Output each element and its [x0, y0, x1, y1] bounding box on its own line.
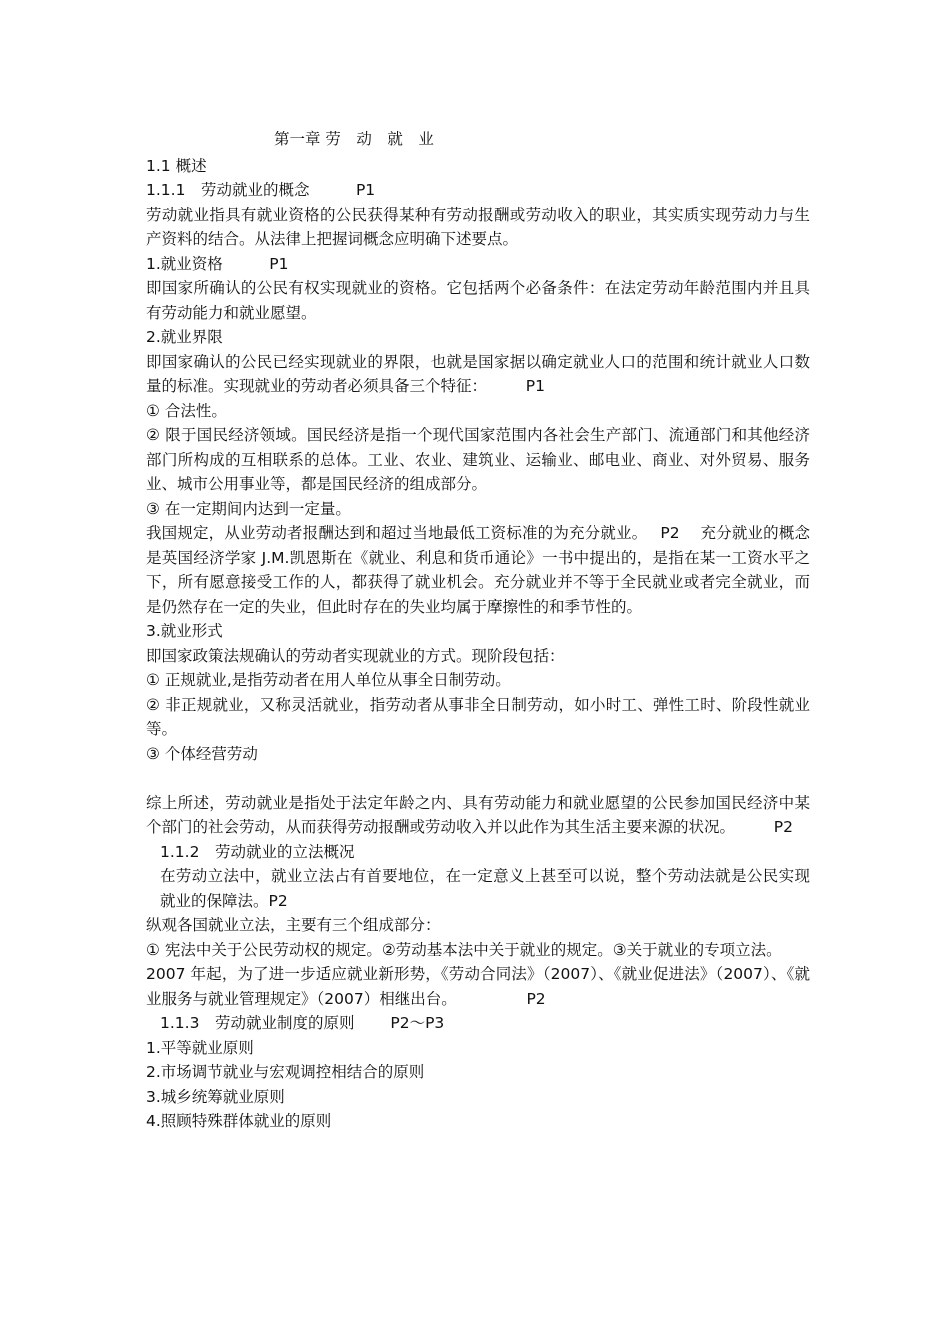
paragraph-boundary: 即国家确认的公民已经实现就业的界限，也就是国家据以确定就业人口的范围和统计就业人口数量的标准。实现就业的劳动者必须具备三个特征： P1 — [146, 352, 810, 395]
section-heading-1-1-3: 1.1.3 劳动就业制度的原则 P2～P3 — [160, 1014, 445, 1032]
paragraph-definition: 劳动就业指具有就业资格的公民获得某种有劳动报酬或劳动收入的职业，其实质实现劳动力与生产资料的结合。从法律上把握词概念应明确下述要点。 — [146, 205, 810, 248]
paragraph-summary: 综上所述，劳动就业是指处于法定年龄之内、具有劳动能力和就业愿望的公民参加国民经济中某个部门的社会劳动，从而获得劳动报酬或劳动收入并以此作为其生活主要来源的状况。 P2 — [146, 793, 810, 836]
blank-line — [146, 766, 810, 791]
paragraph-legislation-parts: ① 宪法中关于公民劳动权的规定。②劳动基本法中关于就业的规定。③关于就业的专项立法。 — [146, 940, 782, 959]
heading-employment-qualification: 1.就业资格 P1 — [146, 254, 289, 273]
paragraph-legislation-overview: 纵观各国就业立法，主要有三个组成部分： — [146, 916, 441, 934]
heading-employment-boundary: 2.就业界限 — [146, 328, 223, 346]
paragraph-full-employment: 我国规定，从业劳动者报酬达到和超过当地最低工资标准的为充分就业。 P2 充分就业的概念是英国经济学家 J.M.凯恩斯在《就业、利息和货币通论》一书中提出的，是指在某一工资水平之下，所有愿意接受工作的人，都获得了就业机会。充分就业并不等于全民就业或者完全就业，而是仍然存在一定的失业，但此时存在的失业均属于摩擦性的和季节性的。 — [146, 524, 810, 616]
principle-equal-employment: 1.平等就业原则 — [146, 1038, 254, 1057]
paragraph-forms: 即国家政策法规确认的劳动者实现就业的方式。现阶段包括： — [146, 646, 565, 665]
section-heading-1-1: 1.1 概述 — [146, 156, 207, 175]
principle-urban-rural: 3.城乡统筹就业原则 — [146, 1087, 285, 1106]
heading-employment-forms: 3.就业形式 — [146, 622, 223, 640]
chapter-title: 第一章 劳 动 就 业 — [274, 130, 434, 148]
list-item-self-employment: ③ 个体经营劳动 — [146, 744, 258, 763]
section-heading-1-1-1: 1.1.1 劳动就业的概念 P1 — [146, 181, 376, 199]
list-item-quantity: ③ 在一定期间内达到一定量。 — [146, 499, 351, 518]
list-item-legality: ① 合法性。 — [146, 401, 227, 420]
principle-market-macro: 2.市场调节就业与宏观调控相结合的原则 — [146, 1063, 425, 1081]
paragraph-2007-laws: 2007 年起，为了进一步适应就业新形势，《劳动合同法》（2007）、《就业促进法》（2007）、《就业服务与就业管理规定》（2007）相继出台。 P2 — [146, 965, 810, 1008]
list-item-national-economy: ② 限于国民经济领域。国民经济是指一个现代国家范围内各社会生产部门、流通部门和其他经济部门所构成的互相联系的总体。工业、农业、建筑业、运输业、邮电业、商业、对外贸易、服务业、城市公用事业等，都是国民经济的组成部分。 — [146, 426, 810, 493]
section-heading-1-1-2: 1.1.2 劳动就业的立法概况 — [160, 842, 355, 861]
principle-special-groups: 4.照顾特殊群体就业的原则 — [146, 1112, 332, 1130]
list-item-formal-employment: ① 正规就业,是指劳动者在用人单位从事全日制劳动。 — [146, 671, 511, 689]
list-item-informal-employment: ② 非正规就业，又称灵活就业，指劳动者从事非全日制劳动，如小时工、弹性工时、阶段性就业等。 — [146, 695, 810, 738]
paragraph-qualification: 即国家所确认的公民有权实现就业的资格。它包括两个必备条件：在法定劳动年龄范围内并且具有劳动能力和就业愿望。 — [146, 279, 810, 322]
paragraph-legislation: 在劳动立法中，就业立法占有首要地位，在一定意义上甚至可以说，整个劳动法就是公民实现就业的保障法。P2 — [160, 867, 810, 910]
document-body — [146, 127, 810, 1134]
